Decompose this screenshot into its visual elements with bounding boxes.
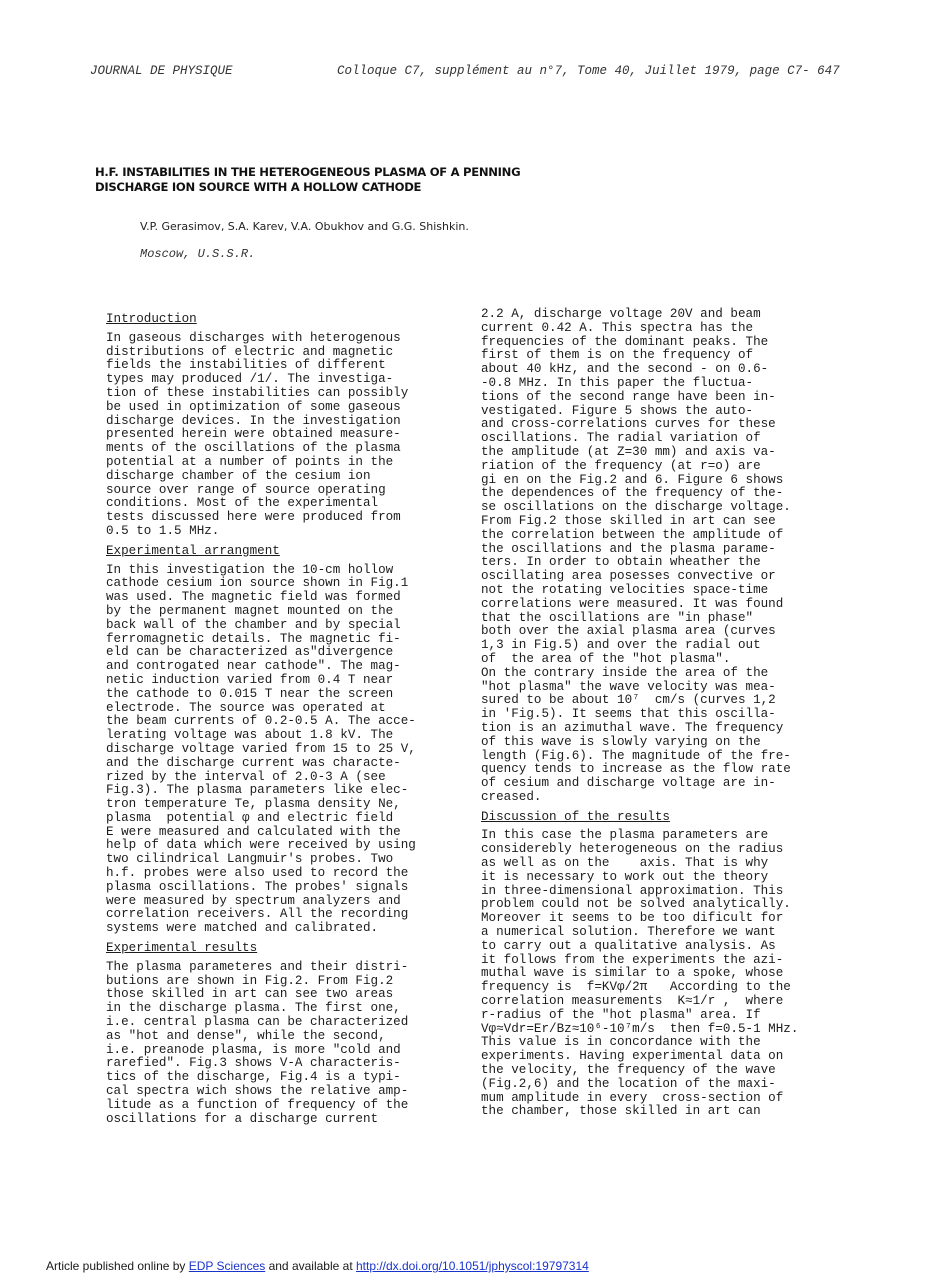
text-line: the cathode to 0.015 T near the screen: [106, 686, 394, 701]
text-line: the velocity, the frequency of the wave: [481, 1063, 776, 1078]
text-line: rized by the interval of 2.0-3 A (see: [106, 769, 386, 784]
text-line: first of them is on the frequency of: [481, 348, 754, 363]
text-line: by the permanent magnet mounted on the: [106, 603, 394, 618]
text-line: 1,3 in Fig.5) and over the radial out: [481, 638, 761, 653]
text-line: mum amplitude in every cross-section of: [481, 1090, 784, 1105]
text-line: current 0.42 A. This spectra has the: [481, 320, 754, 335]
text-line: netic induction varied from 0.4 T near: [106, 672, 394, 687]
text-line: correlation receivers. All the recording: [106, 907, 409, 922]
text-line: two cilindrical Langmuir's probes. Two: [106, 852, 394, 867]
introduction-body: [106, 332, 456, 539]
text-line: presented herein were obtained measure-: [106, 427, 401, 442]
text-line: about 40 kHz, and the second - on 0.6-: [481, 362, 769, 377]
text-line: it is necessary to work out the theory: [481, 869, 769, 884]
text-line: -0.8 MHz. In this paper the fluctua-: [481, 375, 754, 390]
doi-link[interactable]: http://dx.doi.org/10.1051/jphyscol:19797314: [355, 1259, 589, 1273]
text-line: of cesium and discharge voltage are in-: [481, 776, 776, 791]
text-line: in the discharge plasma. The first one,: [106, 1001, 401, 1016]
text-line: the oscillations and the plasma parame-: [481, 541, 776, 556]
text-line: eld can be characterized as"divergence: [106, 645, 394, 660]
text-line: This value is in concordance with the: [481, 1035, 761, 1050]
text-line: systems were matched and calibrated.: [106, 921, 379, 936]
text-line: problem could not be solved analytically.: [481, 897, 791, 912]
text-line: r-radius of the "hot plasma" area. If: [481, 1007, 761, 1022]
text-line: The plasma parameteres and their distri-: [106, 959, 409, 974]
text-line: that the oscillations are "in phase": [481, 610, 754, 625]
text-line: was used. The magnetic field was formed: [106, 590, 401, 605]
results-continuation-body: [481, 308, 831, 805]
publication-footer: [46, 1259, 589, 1273]
text-line: conditions. Most of the experimental: [106, 496, 379, 511]
text-line: tests discussed here were produced from: [106, 510, 401, 525]
text-line: and controgated near cathode". The mag-: [106, 659, 401, 674]
text-line: of this wave is slowly varying on the: [481, 734, 761, 749]
text-line: considerebly heterogeneous on the radius: [481, 842, 784, 857]
text-line: the amplitude (at Z=30 mm) and axis va-: [481, 444, 776, 459]
text-line: "hot plasma" the wave velocity was mea-: [481, 679, 776, 694]
text-line: rarefied". Fig.3 shows V-A characteris-: [106, 1056, 401, 1071]
text-line: cathode cesium ion source shown in Fig.1: [106, 576, 409, 591]
text-line: i.e. preanode plasma, is more "cold and: [106, 1042, 401, 1057]
text-line: the correlation between the amplitude of: [481, 527, 784, 542]
text-line: to carry out a qualitative analysis. As: [481, 938, 776, 953]
text-line: In gaseous discharges with heterogenous: [106, 330, 401, 345]
text-line: source over range of source operating: [106, 482, 386, 497]
text-line: butions are shown in Fig.2. From Fig.2: [106, 973, 394, 988]
title-line-1: H.F. INSTABILITIES IN THE HETEROGENEOUS PLASMA OF A PENNING: [95, 165, 521, 179]
right-column: [481, 308, 831, 1119]
text-line: Moreover it seems to be too dificult for: [481, 911, 784, 926]
text-line: in 'Fig.5). It seems that this oscilla-: [481, 707, 776, 722]
text-line: potential at a number of points in the: [106, 454, 394, 469]
text-line: tion is an azimuthal wave. The frequency: [481, 720, 784, 735]
text-line: of the area of the "hot plasma".: [481, 651, 731, 666]
text-line: experiments. Having experimental data on: [481, 1049, 784, 1064]
text-line: cal spectra wich shows the relative amp-: [106, 1084, 409, 1099]
text-line: h.f. probes were also used to record the: [106, 866, 409, 881]
left-column: [106, 313, 456, 1126]
text-line: tions of the second range have been in-: [481, 389, 776, 404]
text-line: 0.5 to 1.5 MHz.: [106, 523, 220, 538]
text-line: oscillations. The radial variation of: [481, 431, 761, 446]
experimental-results-heading: Experimental results: [106, 941, 258, 956]
text-line: be used in optimization of some gaseous: [106, 399, 401, 414]
text-line: discharge voltage varied from 15 to 25 V,: [106, 741, 416, 756]
text-line: frequencies of the dominant peaks. The: [481, 334, 769, 349]
text-line: ters. In order to obtain wheather the: [481, 555, 761, 570]
text-line: it follows from the experiments the azi-: [481, 952, 784, 967]
text-line: plasma oscillations. The probes' signals: [106, 879, 409, 894]
discussion-body: [481, 829, 831, 1119]
text-line: tion of these instabilities can possibly: [106, 385, 409, 400]
edp-sciences-link[interactable]: EDP Sciences: [188, 1259, 266, 1273]
text-line: i.e. central plasma can be characterized: [106, 1015, 409, 1030]
text-line: distributions of electric and magnetic: [106, 344, 394, 359]
text-line: correlations were measured. It was found: [481, 596, 784, 611]
text-line: lerating voltage was about 1.8 kV. The: [106, 728, 394, 743]
text-line: back wall of the chamber and by special: [106, 617, 401, 632]
text-line: as well as on the axis. That is why: [481, 856, 769, 871]
text-line: gi en on the Fig.2 and 6. Figure 6 shows: [481, 472, 784, 487]
text-line: were measured by spectrum analyzers and: [106, 893, 401, 908]
text-line: frequency is f=KVφ/2π According to the: [481, 980, 791, 995]
text-line: creased.: [481, 789, 542, 804]
text-line: as "hot and dense", while the second,: [106, 1028, 386, 1043]
text-line: and cross-correlations curves for these: [481, 417, 776, 432]
text-line: length (Fig.6). The magnitude of the fre-: [481, 748, 791, 763]
title-line-2: DISCHARGE ION SOURCE WITH A HOLLOW CATHODE: [95, 179, 422, 194]
authors: V.P. Gerasimov, S.A. Karev, V.A. Obukhov and G.G. Shishkin.: [140, 220, 469, 233]
text-line: those skilled in art can see two areas: [106, 987, 394, 1002]
text-line: help of data which were received by using: [106, 838, 416, 853]
text-line: correlation measurements K≈1/r , where: [481, 994, 784, 1009]
text-line: tics of the discharge, Fig.4 is a typi-: [106, 1070, 401, 1085]
text-line: fields the instabilities of different: [106, 358, 386, 373]
text-line: quency tends to increase as the flow rate: [481, 762, 791, 777]
text-line: plasma potential φ and electric field: [106, 810, 394, 825]
text-line: 2.2 A, discharge voltage 20V and beam: [481, 307, 761, 321]
text-line: In this case the plasma parameters are: [481, 828, 769, 843]
affiliation: Moscow, U.S.S.R.: [140, 247, 256, 261]
text-line: types may produced /1/. The investiga-: [106, 372, 394, 387]
text-line: tron temperature Te, plasma density Ne,: [106, 797, 401, 812]
text-line: E were measured and calculated with the: [106, 824, 401, 839]
colloque-reference: Colloque C7, supplément au n°7, Tome 40, Juillet 1979, page C7- 647: [337, 64, 840, 78]
experimental-arrangement-body: [106, 564, 456, 937]
footer-middle: and available at: [265, 1259, 356, 1273]
footer-prefix: Article published online by: [46, 1259, 189, 1273]
introduction-heading: Introduction: [106, 312, 197, 326]
text-line: the chamber, those skilled in art can: [481, 1104, 761, 1119]
text-line: and the discharge current was characte-: [106, 755, 401, 770]
paper-title: [95, 165, 520, 194]
text-line: not the rotating velocities space-time: [481, 582, 769, 597]
text-line: se oscillations on the discharge voltage.: [481, 500, 791, 515]
text-line: discharge devices. In the investigation: [106, 413, 401, 428]
text-line: oscillating area posesses convective or: [481, 569, 776, 584]
text-line: the dependences of the frequency of the-: [481, 486, 784, 501]
text-line: In this investigation the 10-cm hollow: [106, 562, 394, 577]
text-line: electrode. The source was operated at: [106, 700, 386, 715]
experimental-results-body: [106, 961, 456, 1127]
text-line: the beam currents of 0.2-0.5 A. The acce-: [106, 714, 416, 729]
text-line: in three-dimensional approximation. This: [481, 883, 784, 898]
discussion-heading: Discussion of the results: [481, 809, 670, 824]
text-line: a numerical solution. Therefore we want: [481, 925, 776, 940]
text-line: ments of the oscillations of the plasma: [106, 441, 401, 456]
text-line: From Fig.2 those skilled in art can see: [481, 513, 776, 528]
text-line: vestigated. Figure 5 shows the auto-: [481, 403, 754, 418]
text-line: muthal wave is similar to a spoke, whose: [481, 966, 784, 981]
text-line: oscillations for a discharge current: [106, 1111, 379, 1126]
text-line: both over the axial plasma area (curves: [481, 624, 776, 639]
text-line: On the contrary inside the area of the: [481, 665, 769, 680]
text-line: (Fig.2,6) and the location of the maxi-: [481, 1076, 776, 1091]
text-line: riation of the frequency (at r=o) are: [481, 458, 761, 473]
text-line: Vφ≈Vdr=Er/Bz≈10⁶-10⁷m/s then f=0.5-1 MHz.: [481, 1021, 799, 1036]
experimental-arrangement-heading: Experimental arrangment: [106, 543, 280, 558]
text-line: Fig.3). The plasma parameters like elec-: [106, 783, 409, 798]
text-line: discharge chamber of the cesium ion: [106, 468, 371, 483]
journal-name: JOURNAL DE PHYSIQUE: [90, 64, 233, 78]
text-line: ferromagnetic details. The magnetic fi-: [106, 631, 401, 646]
text-line: sured to be about 10⁷ cm/s (curves 1,2: [481, 693, 776, 708]
text-line: litude as a function of frequency of the: [106, 1097, 409, 1112]
